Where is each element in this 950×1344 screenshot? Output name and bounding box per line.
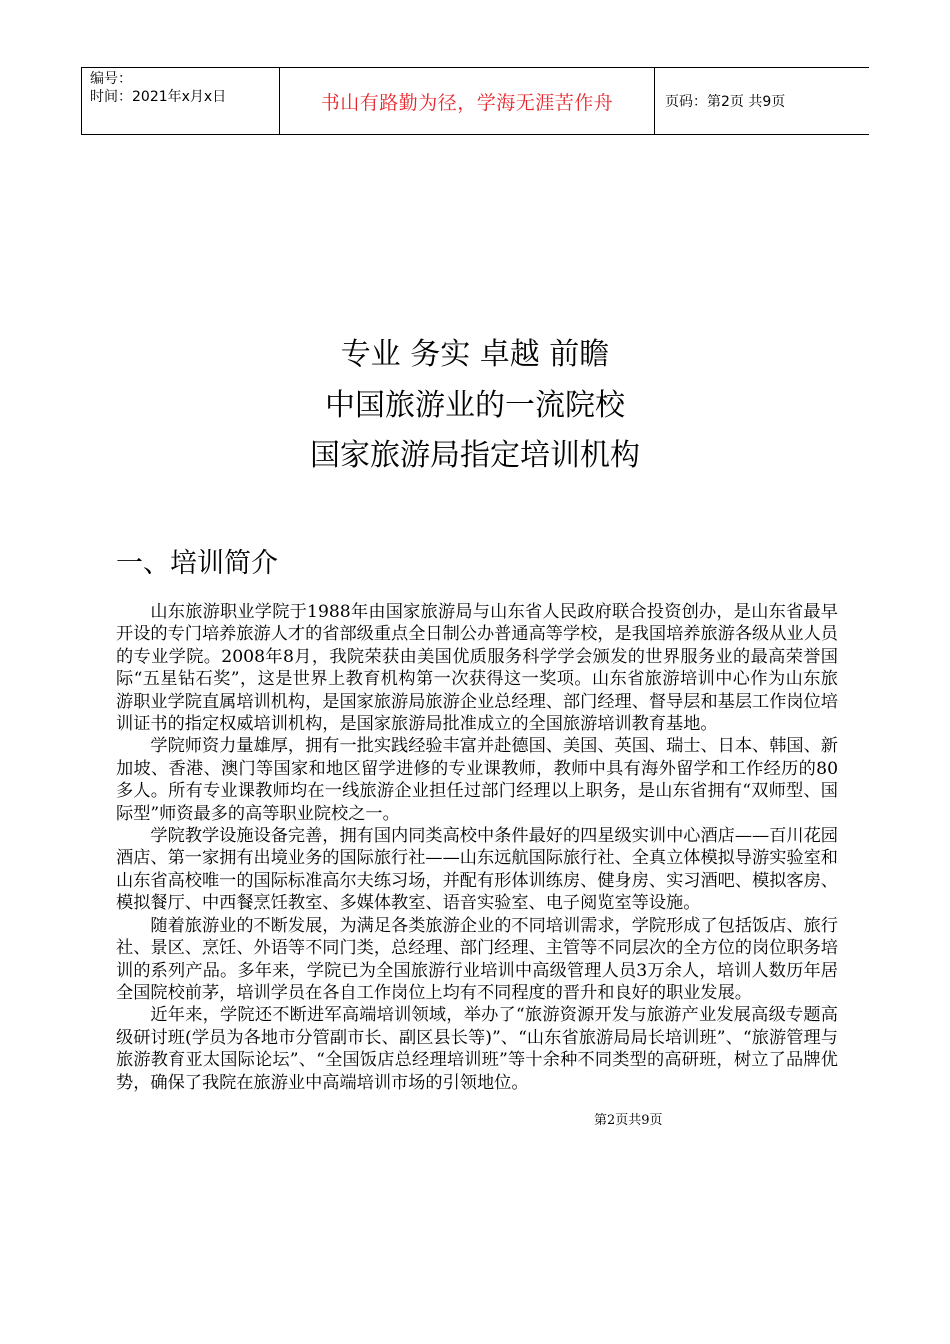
header-meta-cell: [81, 68, 280, 134]
header-table: [81, 67, 869, 135]
paragraph-1: 山东旅游职业学院于1988年由国家旅游局与山东省人民政府联合投资创办，是山东省最早开设的专门培养旅游人才的省部级重点全日制公办普通高等学校，是我国培养旅游各级从业人员的专业学院。2008年8月，我院荣获由美国优质服务科学学会颁发的世界服务业的最高荣誉国际“五星钻石奖”，这是世界上教育机构第一次获得这一奖项。山东省旅游培训中心作为山东旅游职业学院直属培训机构，是国家旅游局旅游企业总经理、部门经理、督导层和基层工作岗位培训证书的指定权威培训机构，是国家旅游局批准成立的全国旅游培训教育基地。: [116, 602, 838, 735]
document-date-label: 时间：2021年x月x日: [90, 89, 227, 105]
document-number-label: 编号：: [90, 71, 132, 87]
slogan-heading-1: 专业 务实 卓越 前瞻: [340, 337, 610, 372]
header-motto-cell: [280, 68, 655, 134]
slogan-heading-2: 中国旅游业的一流院校: [325, 388, 625, 423]
paragraph-4: 随着旅游业的不断发展，为满足各类旅游企业的不同培训需求，学院形成了包括饭店、旅行社、景区、烹饪、外语等不同门类，总经理、部门经理、主管等不同层次的全方位的岗位职务培训的系列产品。多年来，学院已为全国旅游行业培训中高级管理人员3万余人，培训人数历年居全国院校前茅，培训学员在各自工作岗位上均有不同程度的晋升和良好的职业发展。: [116, 915, 838, 1003]
header-page-cell: [655, 68, 869, 134]
motto-text: 书山有路勤为径，学海无涯苦作舟: [320, 91, 614, 114]
slogan-heading-3: 国家旅游局指定培训机构: [310, 438, 640, 473]
page-info-label: 页码：第2页 共9页: [665, 94, 786, 110]
page-footer: 第2页共9页: [594, 1113, 663, 1128]
section-title: 一、培训简介: [116, 548, 278, 579]
paragraph-2: 学院师资力量雄厚，拥有一批实践经验丰富并赴德国、美国、英国、瑞士、日本、韩国、新加坡、香港、澳门等国家和地区留学进修的专业课教师，教师中具有海外留学和工作经历的80多人。所有专业课教师均在一线旅游企业担任过部门经理以上职务，是山东省拥有“双师型、国际型”师资最多的高等职业院校之一。: [116, 736, 838, 824]
paragraph-3: 学院教学设施设备完善，拥有国内同类高校中条件最好的四星级实训中心酒店——百川花园酒店、第一家拥有出境业务的国际旅行社——山东远航国际旅行社、全真立体模拟导游实验室和山东省高校唯一的国际标准高尔夫练习场，并配有形体训练房、健身房、实习酒吧、模拟客房、模拟餐厅、中西餐烹饪教室、多媒体教室、语音实验室、电子阅览室等设施。: [116, 826, 838, 914]
section-body: [116, 601, 838, 1094]
paragraph-5: 近年来，学院还不断进军高端培训领域，举办了“旅游资源开发与旅游产业发展高级专题高级研讨班(学员为各地市分管副市长、副区县长等)”、“山东省旅游局局长培训班”、“旅游管理与旅游教育亚太国际论坛”、“全国饭店总经理培训班”等十余种不同类型的高研班，树立了品牌优势，确保了我院在旅游业中高端培训市场的引领地位。: [116, 1005, 838, 1093]
